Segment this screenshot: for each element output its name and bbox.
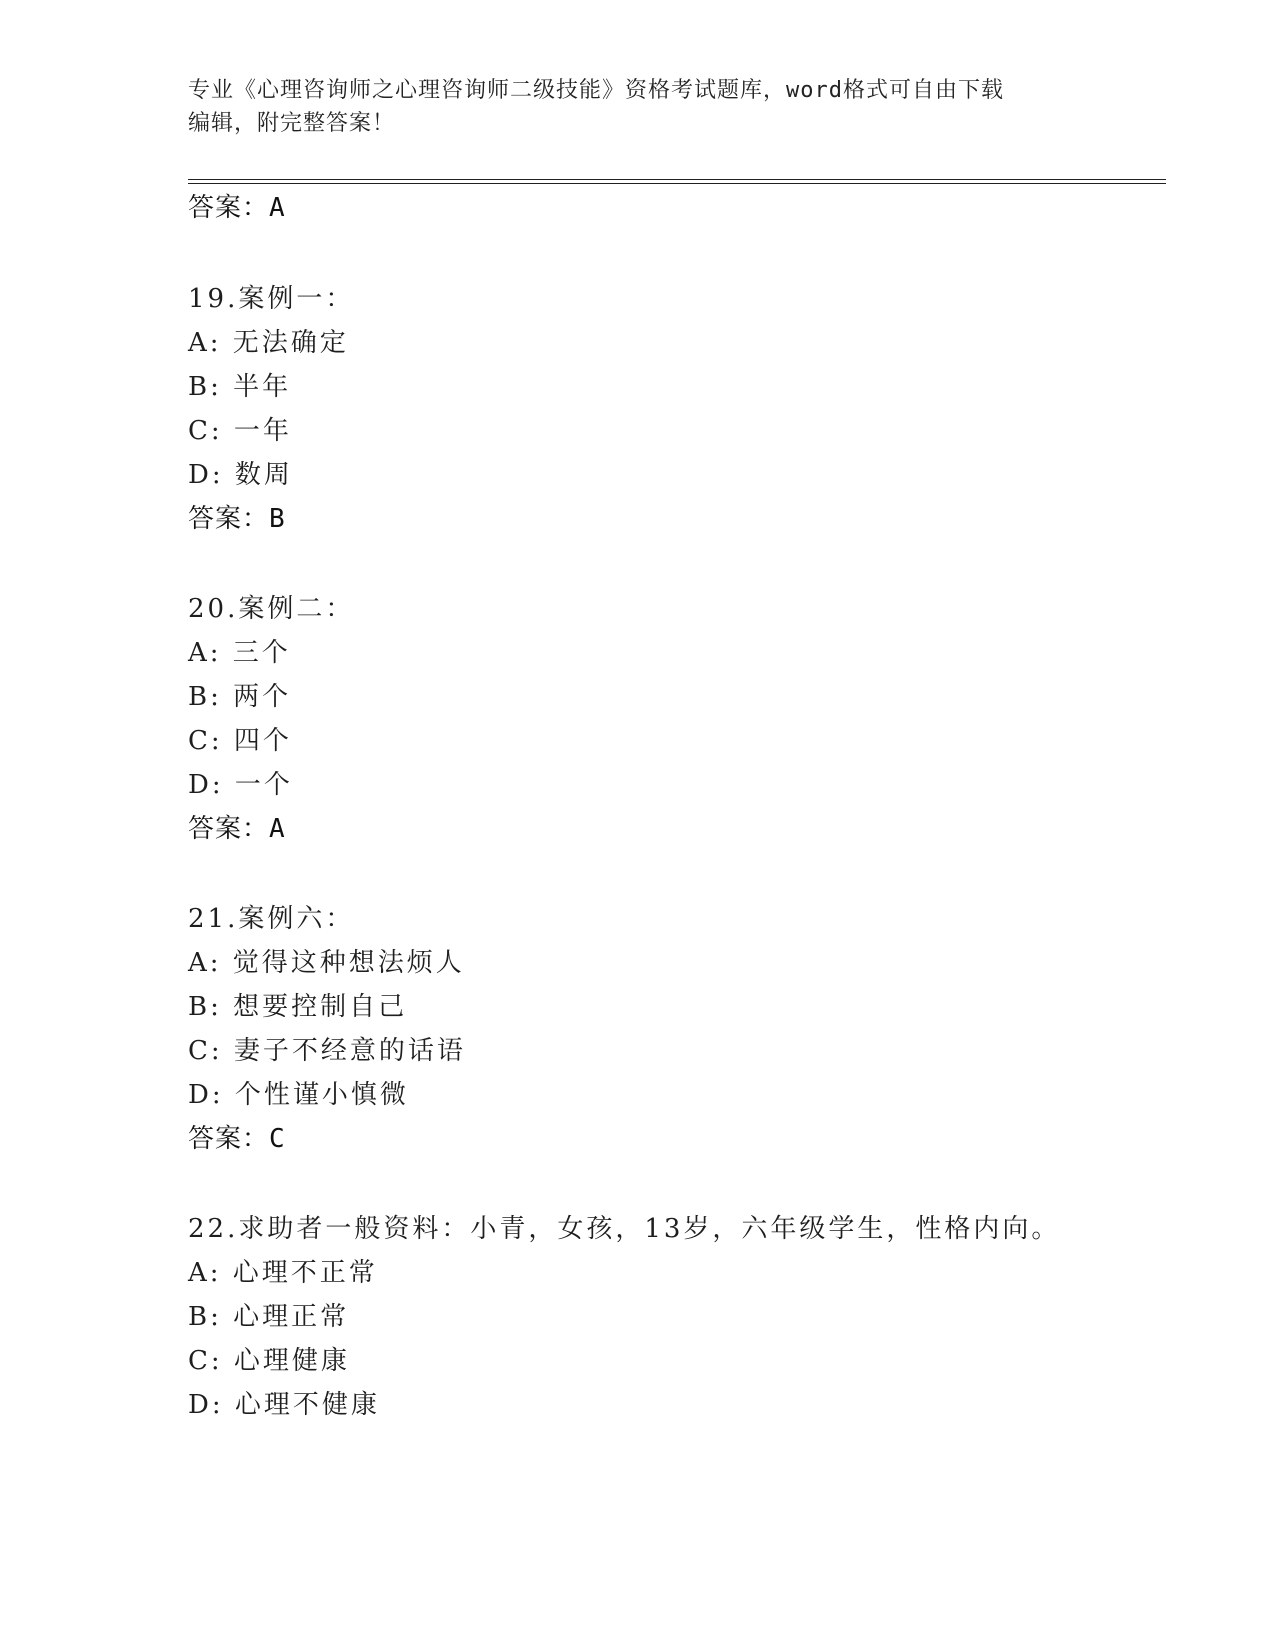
header-divider-bottom <box>188 183 1166 184</box>
answer-line: 答案：B <box>188 504 286 534</box>
question-title: 21.案例六： <box>188 904 355 934</box>
option-d: D: 数周 <box>188 460 293 490</box>
option-b: B: 想要控制自己 <box>188 992 408 1022</box>
option-a: A: 心理不正常 <box>188 1258 378 1288</box>
option-a: A: 无法确定 <box>188 328 349 358</box>
answer-line: 答案：A <box>188 193 286 223</box>
header-divider-top <box>188 179 1166 180</box>
option-a: A: 三个 <box>188 638 291 668</box>
option-b: B: 两个 <box>188 682 292 712</box>
option-c: C: 一年 <box>188 416 292 446</box>
option-c: C: 妻子不经意的话语 <box>188 1036 466 1066</box>
answer-line: 答案：A <box>188 814 286 844</box>
option-c: C: 四个 <box>188 726 292 756</box>
question-title: 19.案例一： <box>188 284 355 314</box>
document-header <box>188 74 1088 140</box>
answer-line: 答案：C <box>188 1124 286 1154</box>
option-d: D: 一个 <box>188 770 293 800</box>
option-a: A: 觉得这种想法烦人 <box>188 948 465 978</box>
option-b: B: 半年 <box>188 372 292 402</box>
header-line-1: 专业《心理咨询师之心理咨询师二级技能》资格考试题库，word格式可自由下载 <box>188 78 1004 103</box>
option-d: D: 个性谨小慎微 <box>188 1080 409 1110</box>
option-d: D: 心理不健康 <box>188 1390 380 1420</box>
question-title: 20.案例二： <box>188 594 355 624</box>
option-b: B: 心理正常 <box>188 1302 350 1332</box>
option-c: C: 心理健康 <box>188 1346 350 1376</box>
header-line-2: 编辑，附完整答案！ <box>188 111 396 136</box>
question-title: 22.求助者一般资料：小青，女孩，13岁，六年级学生，性格内向。 <box>188 1214 1061 1244</box>
